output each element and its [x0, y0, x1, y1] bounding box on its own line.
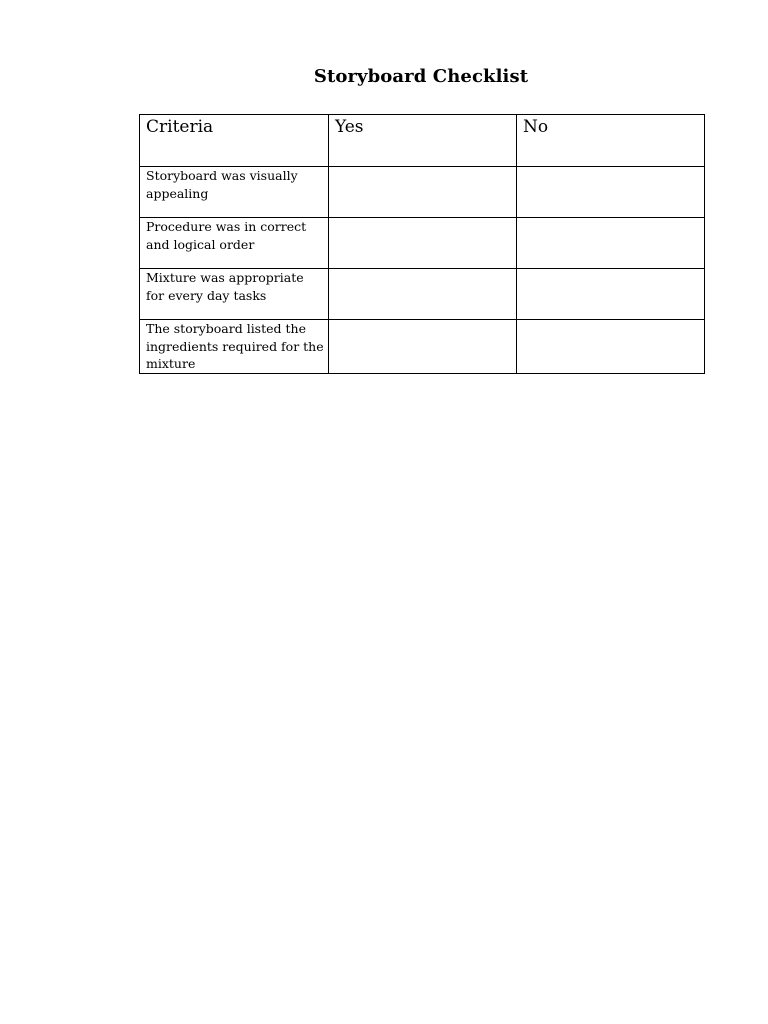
no-cell[interactable]	[517, 218, 705, 269]
header-no: No	[517, 115, 705, 167]
table-row	[140, 269, 705, 320]
table-row	[140, 320, 705, 374]
no-cell[interactable]	[517, 320, 705, 374]
table-header-row	[140, 115, 705, 167]
criteria-cell: The storyboard listed the ingredients required for the mixture	[140, 320, 329, 374]
no-cell[interactable]	[517, 167, 705, 218]
table-row	[140, 167, 705, 218]
checklist-table	[139, 114, 705, 374]
criteria-cell: Storyboard was visually appealing	[140, 167, 329, 218]
yes-cell[interactable]	[329, 269, 517, 320]
yes-cell[interactable]	[329, 218, 517, 269]
yes-cell[interactable]	[329, 320, 517, 374]
yes-cell[interactable]	[329, 167, 517, 218]
criteria-cell: Mixture was appropriate for every day tasks	[140, 269, 329, 320]
criteria-cell: Procedure was in correct and logical order	[140, 218, 329, 269]
header-yes: Yes	[329, 115, 517, 167]
header-criteria: Criteria	[140, 115, 329, 167]
no-cell[interactable]	[517, 269, 705, 320]
table-row	[140, 218, 705, 269]
page-title: Storyboard Checklist	[313, 66, 529, 87]
